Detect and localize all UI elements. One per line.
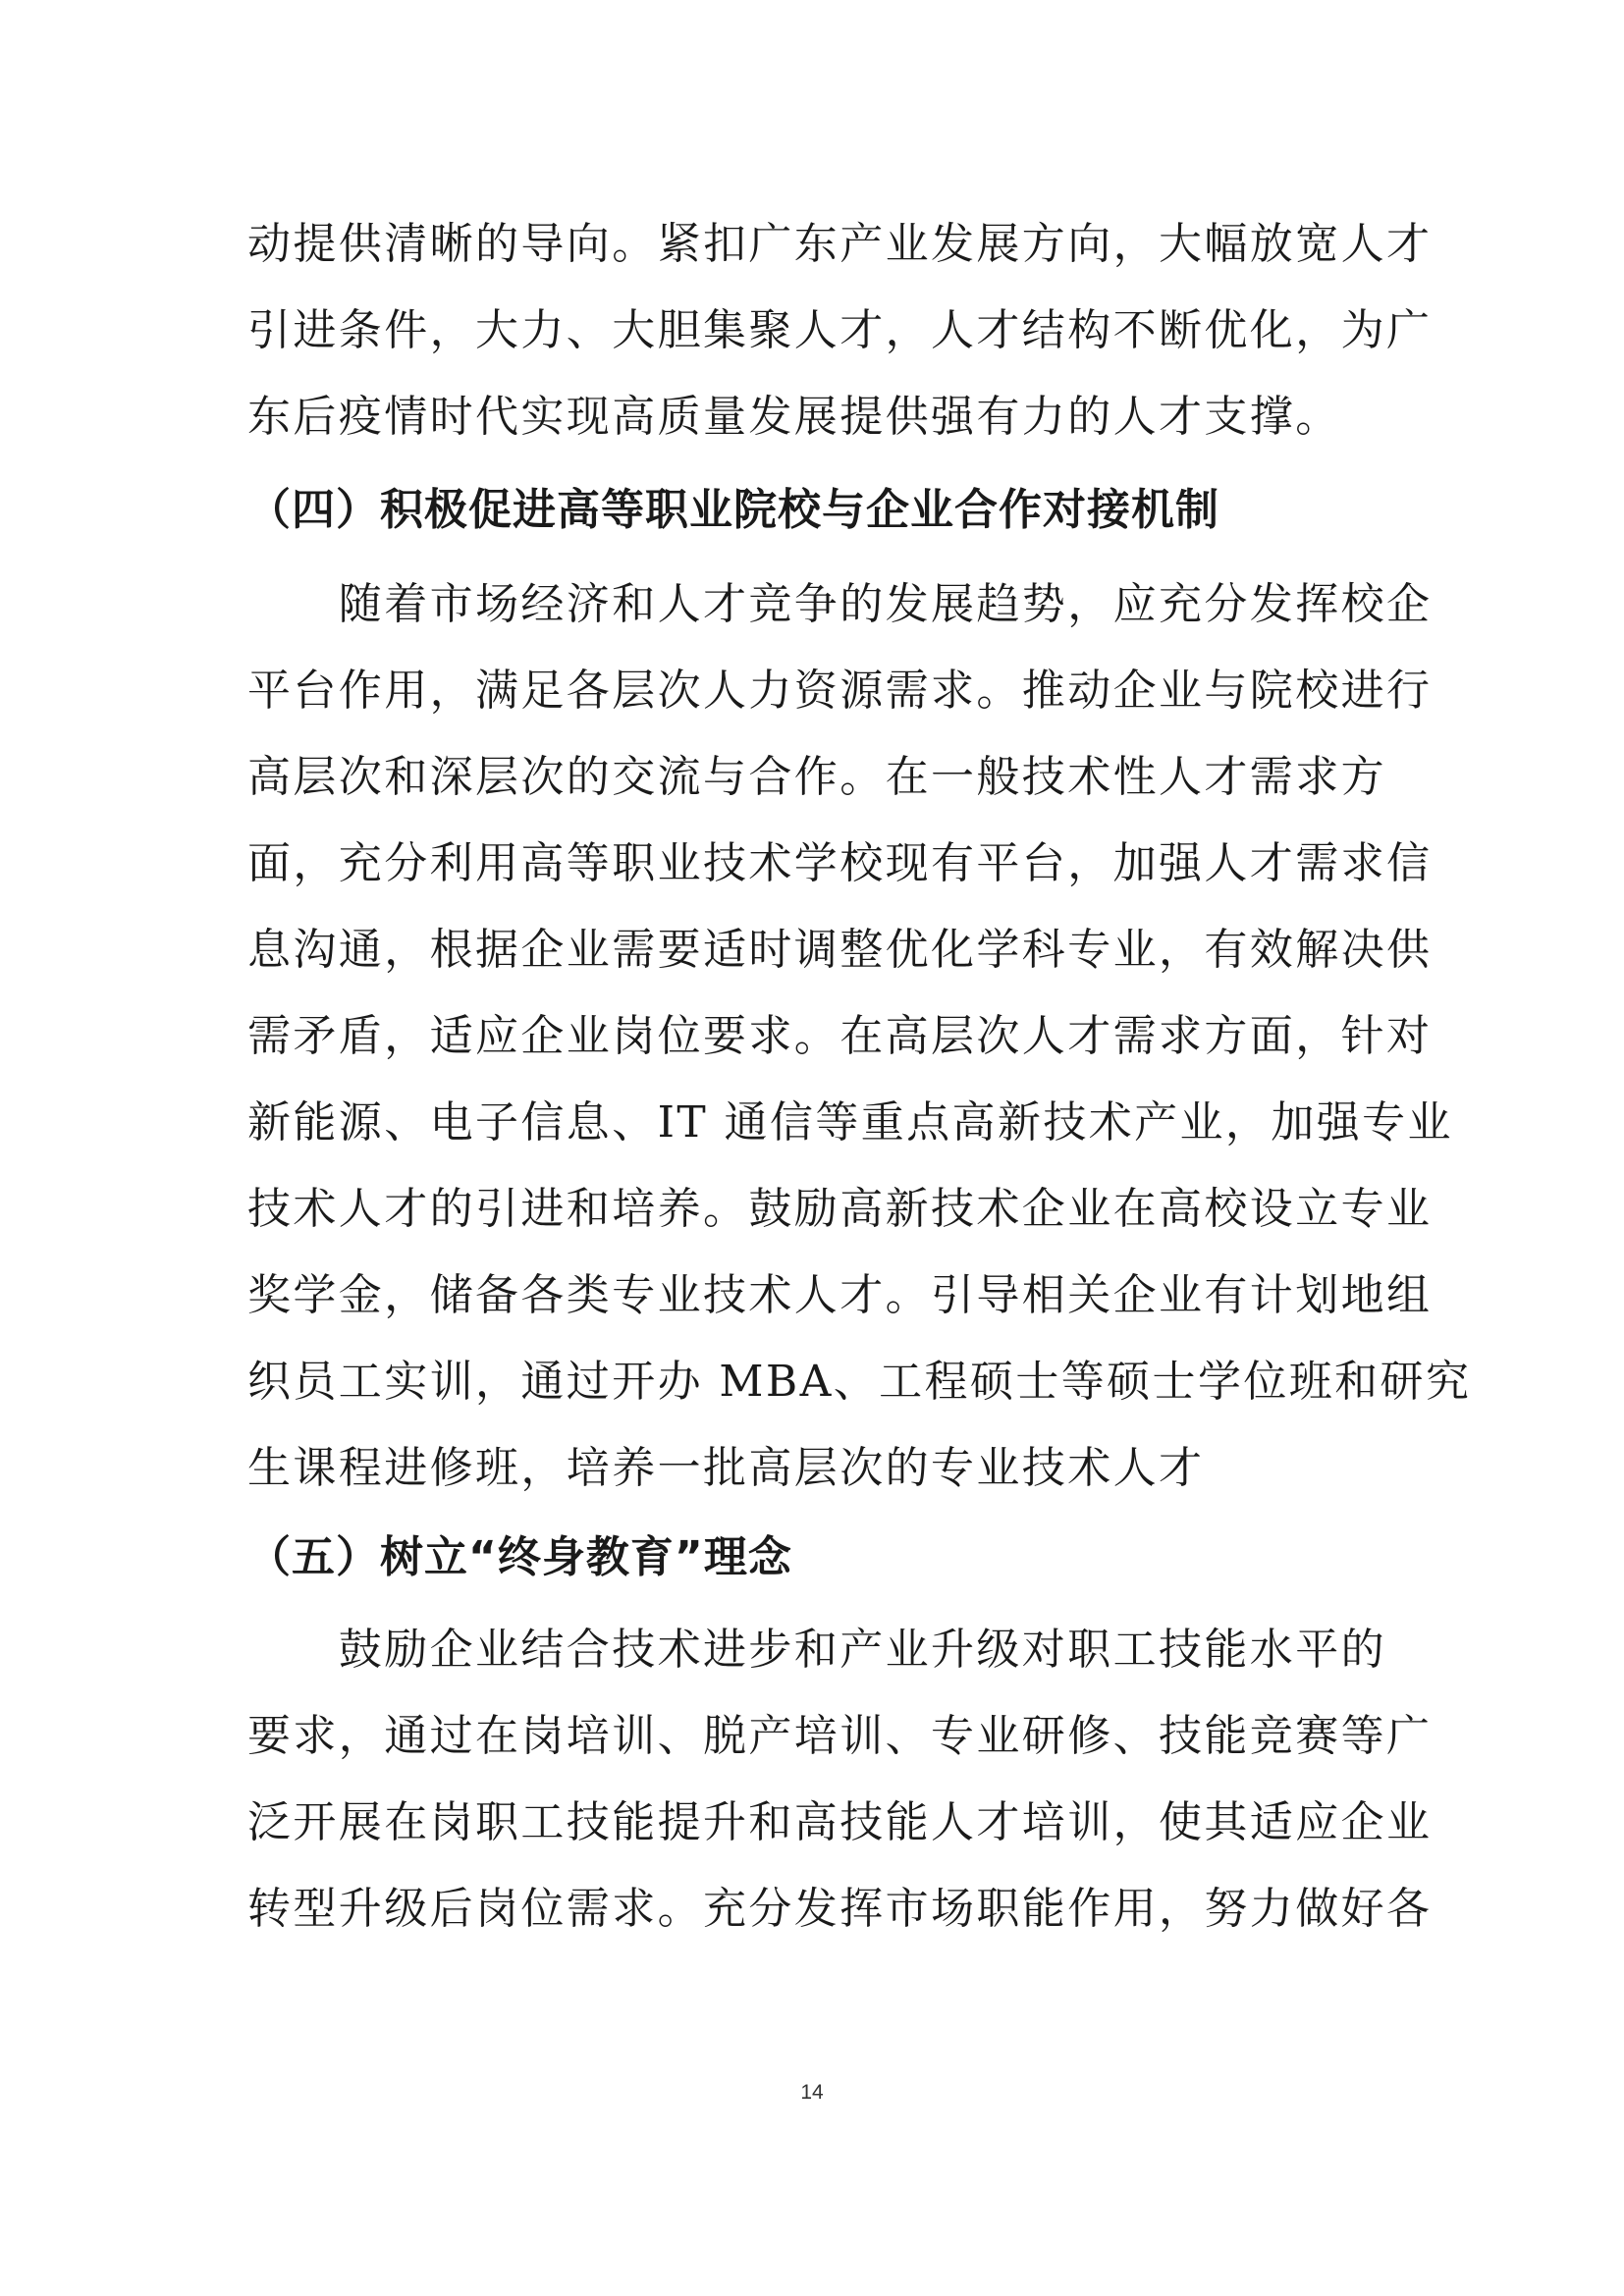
text-line: 泛开展在岗职工技能提升和高技能人才培训，使其适应企业 [247, 1797, 1433, 1847]
text-line: 高层次和深层次的交流与合作。在一般技术性人才需求方 [247, 752, 1386, 802]
text-line: 引进条件，大力、大胆集聚人才，人才结构不断优化，为广 [247, 305, 1433, 355]
section-heading-5: （五）树立“终身教育”理念 [247, 1532, 792, 1582]
section-5-paragraph [247, 1607, 1433, 1952]
section-4-paragraph [247, 561, 1472, 1512]
page-number: 14 [800, 2081, 824, 2104]
text-line: 织员工实训，通过开办 MBA、工程硕士等硕士学位班和研究 [247, 1357, 1472, 1407]
text-line: 动提供清晰的导向。紧扣广东产业发展方向，大幅放宽人才 [247, 219, 1433, 269]
text-line: 技术人才的引进和培养。鼓励高新技术企业在高校设立专业 [247, 1184, 1433, 1234]
text-line: 平台作用，满足各层次人力资源需求。推动企业与院校进行 [247, 666, 1433, 716]
text-line: 新能源、电子信息、IT 通信等重点高新技术产业，加强专业 [247, 1097, 1453, 1148]
section-heading-4: （四）积极促进高等职业院校与企业合作对接机制 [247, 485, 1219, 535]
text-line: 要求，通过在岗培训、脱产培训、专业研修、技能竞赛等广 [247, 1711, 1433, 1761]
page-content [247, 201, 1472, 1952]
text-line: 转型升级后岗位需求。充分发挥市场职能作用，努力做好各 [247, 1884, 1433, 1934]
text-line: 需矛盾，适应企业岗位要求。在高层次人才需求方面，针对 [247, 1011, 1433, 1061]
text-line: 生课程进修班，培养一批高层次的专业技术人才 [247, 1443, 1205, 1493]
text-line: 随着市场经济和人才竞争的发展趋势，应充分发挥校企 [247, 579, 1433, 629]
text-line: 息沟通，根据企业需要适时调整优化学科专业，有效解决供 [247, 925, 1433, 975]
text-line: 奖学金，储备各类专业技术人才。引导相关企业有计划地组 [247, 1270, 1433, 1320]
text-line: 面，充分利用高等职业技术学校现有平台，加强人才需求信 [247, 838, 1433, 888]
text-line: 鼓励企业结合技术进步和产业升级对职工技能水平的 [247, 1625, 1386, 1675]
text-line: 东后疫情时代实现高质量发展提供强有力的人才支撑。 [247, 392, 1341, 442]
intro-paragraph [247, 201, 1433, 460]
